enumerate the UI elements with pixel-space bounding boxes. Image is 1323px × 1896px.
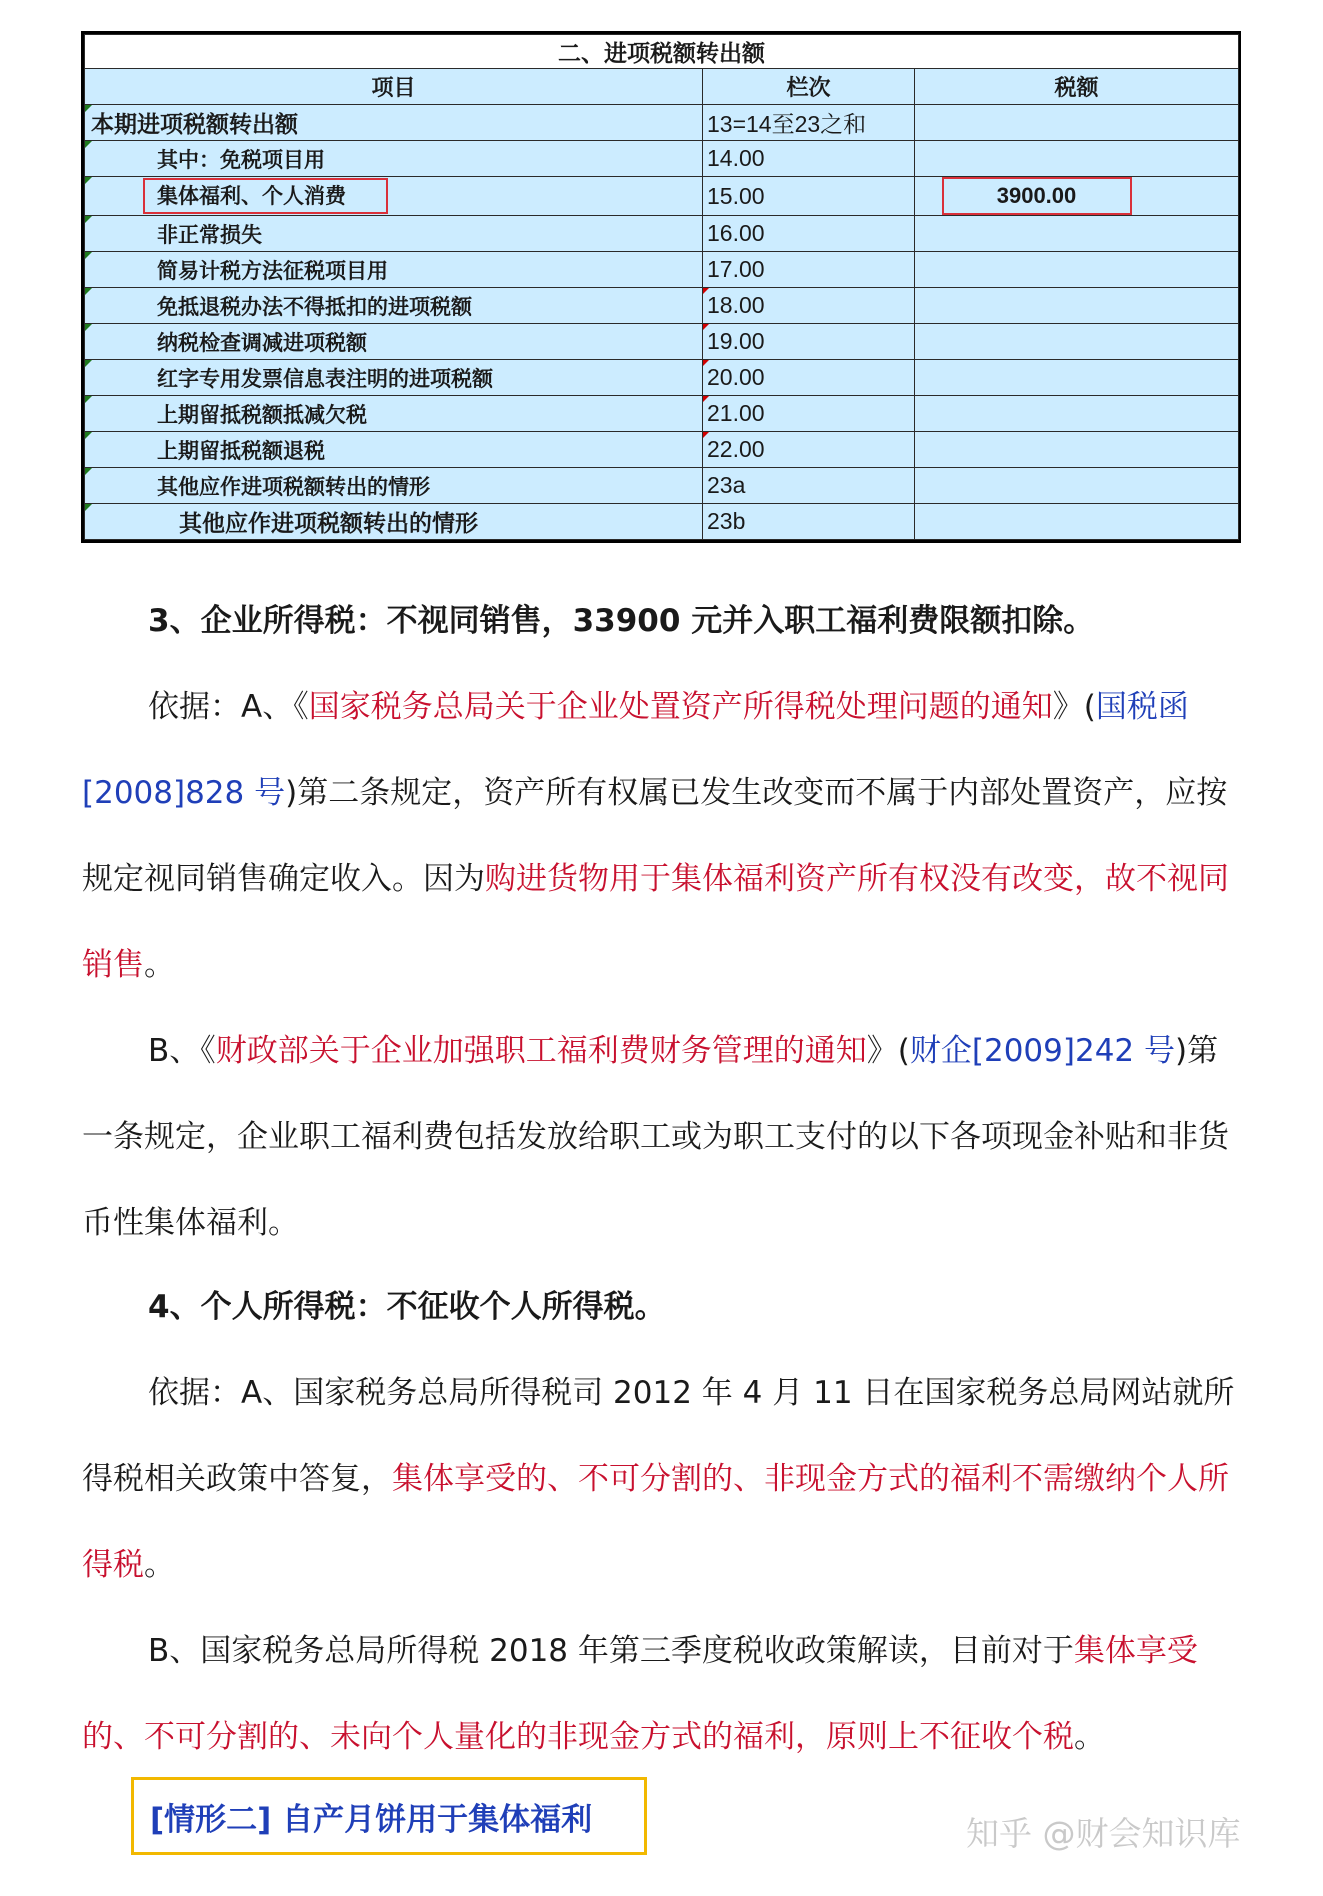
text-segment: 依据：A、国家税务总局所得税司 2012 年 4 月 11 日在国家税务总局网站就所得税相关政策中答复， [82, 1375, 1235, 1497]
row-amount [915, 252, 1239, 288]
text-segment: 。 [144, 947, 175, 983]
case-heading: [情形二] 自产月饼用于集体福利 [150, 1801, 593, 1838]
row-name: 简易计税方法征税项目用 [85, 252, 703, 288]
text-segment: 。 [1074, 1719, 1105, 1755]
row-name: 其他应作进项税额转出的情形 [85, 504, 703, 540]
text-segment: 依据：A、《 [148, 689, 309, 725]
row-column: 23b [703, 504, 915, 540]
table-row [85, 468, 1239, 504]
row-amount [915, 216, 1239, 252]
text-segment: 》( [1052, 689, 1096, 725]
row-amount [915, 360, 1239, 396]
table-row [85, 252, 1239, 288]
table-title: 二、进项税额转出额 [85, 35, 1239, 69]
row-column: 18.00 [703, 288, 915, 324]
table-row [85, 360, 1239, 396]
row-name: 非正常损失 [85, 216, 703, 252]
section4-basis-a [82, 1350, 1242, 1608]
row-column: 16.00 [703, 216, 915, 252]
doc-title-link: 财政部关于企业加强职工福利费财务管理的通知 [215, 1033, 867, 1069]
section3-heading: 3、企业所得税：不视同销售，33900 元并入职工福利费限额扣除。 [148, 603, 1095, 639]
row-name: 红字专用发票信息表注明的进项税额 [85, 360, 703, 396]
section4-basis-b [82, 1608, 1242, 1780]
table-row [85, 396, 1239, 432]
doc-number: 国税函[2008]828 号 [82, 689, 1189, 811]
highlight-text: 集体享受的、不可分割的、非现金方式的福利不需缴纳个人所得税 [82, 1461, 1229, 1583]
row-amount [915, 105, 1239, 141]
row-name: 纳税检查调减进项税额 [85, 324, 703, 360]
row-name: 上期留抵税额抵减欠税 [85, 396, 703, 432]
section3-basis-a [82, 664, 1242, 1008]
case-heading-box [131, 1777, 647, 1855]
section4-heading: 4、个人所得税：不征收个人所得税。 [148, 1289, 666, 1325]
table-row [85, 432, 1239, 468]
table-row [85, 504, 1239, 540]
highlighted-amount: 3900.00 [942, 177, 1132, 215]
watermark: 知乎 @财会知识库 [966, 1814, 1241, 1853]
row-name: 上期留抵税额退税 [85, 432, 703, 468]
text-segment: )第一条规定，企业职工福利费包括发放给职工或为职工支付的以下各项现金补贴和非货币性集体福利。 [82, 1033, 1229, 1241]
text-segment: )第二条规定，资产所有权属已发生改变而不属于内部处置资产，应按规定视同销售确定收入。因为 [82, 775, 1228, 897]
doc-number: 财企[2009]242 号 [909, 1033, 1175, 1069]
row-column: 19.00 [703, 324, 915, 360]
text-segment: 。 [144, 1547, 175, 1583]
row-amount [915, 288, 1239, 324]
row-column: 15.00 [703, 177, 915, 216]
highlight-text: 购进货物用于集体福利资产所有权没有改变，故不视同销售 [82, 861, 1229, 983]
row-column: 14.00 [703, 141, 915, 177]
section3-basis-b [82, 1008, 1242, 1266]
header-item: 项目 [85, 69, 703, 105]
row-column: 13=14至23之和 [703, 105, 915, 141]
text-segment: B、《 [148, 1033, 216, 1069]
text-segment: 》( [866, 1033, 910, 1069]
row-amount [915, 324, 1239, 360]
row-name: 免抵退税办法不得抵扣的进项税额 [85, 288, 703, 324]
row-column: 23a [703, 468, 915, 504]
header-amount: 税额 [915, 69, 1239, 105]
header-column: 栏次 [703, 69, 915, 105]
text-segment: B、国家税务总局所得税 2018 年第三季度税收政策解读，目前对于 [148, 1633, 1074, 1669]
row-amount [915, 468, 1239, 504]
highlighted-row-name: 集体福利、个人消费 [143, 178, 388, 214]
row-amount [915, 432, 1239, 468]
highlight-text: 集体享受的、不可分割的、未向个人量化的非现金方式的福利，原则上不征收个税 [82, 1633, 1198, 1755]
vat-transfer-table [82, 32, 1240, 542]
row-name: 其中：免税项目用 [85, 141, 703, 177]
row-amount [915, 504, 1239, 540]
row-name: 其他应作进项税额转出的情形 [85, 468, 703, 504]
doc-title-link: 国家税务总局关于企业处置资产所得税处理问题的通知 [308, 689, 1053, 725]
table-row [85, 324, 1239, 360]
row-column: 22.00 [703, 432, 915, 468]
row-column: 21.00 [703, 396, 915, 432]
table-row [85, 288, 1239, 324]
row-name: 本期进项税额转出额 [85, 105, 703, 141]
table-row [85, 105, 1239, 141]
table-row-highlighted [85, 177, 1239, 216]
table-row [85, 216, 1239, 252]
row-amount [915, 141, 1239, 177]
row-amount [915, 396, 1239, 432]
row-column: 20.00 [703, 360, 915, 396]
row-column: 17.00 [703, 252, 915, 288]
table-row [85, 141, 1239, 177]
